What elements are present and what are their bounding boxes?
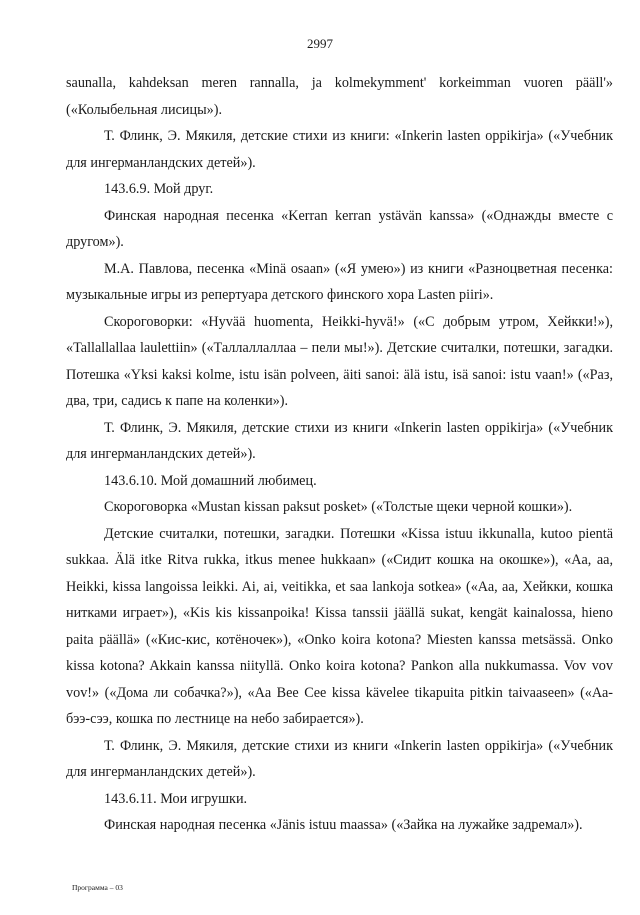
page-number: 2997 (307, 36, 333, 51)
footer-note: Программа – 03 (72, 883, 123, 892)
paragraph: saunalla, kahdeksan meren rannalla, ja kolmekymment' korkeimman vuoren pääll'» («Колыбельная лисицы»). (66, 75, 613, 118)
body-text (66, 70, 613, 839)
paragraph: Т. Флинк, Э. Мякиля, детские стихи из книги «Inkerin lasten oppikirja» («Учебник для ингерманландских детей»). (66, 419, 613, 462)
paragraph: Финская народная песенка «Kerran kerran ystävän kanssa» («Однажды вместе с другом»). (66, 207, 613, 250)
paragraph: Финская народная песенка «Jänis istuu maassa» («Зайка на лужайке задремал»). (104, 817, 583, 833)
paragraph: Т. Флинк, Э. Мякиля, детские стихи из книги «Inkerin lasten oppikirja» («Учебник для ингерманландских детей»). (66, 737, 613, 780)
paragraph: Т. Флинк, Э. Мякиля, детские стихи из книги: «Inkerin lasten oppikirja» («Учебник для ингерманландских детей»). (66, 128, 613, 171)
paragraph: Скороговорки: «Hyvää huomenta, Heikki-hyvä!» («С добрым утром, Хейкки!»), «Tallallallaa laulettiin» («Таллаллаллаа – пели мы!»). Детские считалки, потешки, загадки. Потешка «Yksi kaksi kolme, istu isän polveen, äiti sanoi: älä istu, isä sanoi: istu vaan!» («Раз, два, три, садись к папе на коленки»). (66, 313, 613, 409)
section-heading: 143.6.11. Мои игрушки. (104, 790, 248, 807)
paragraph: Детские считалки, потешки, загадки. Потешки «Kissa istuu ikkunalla, kutoo pientä sukkaa. Älä itke Ritva rukka, itkus menee hukkaan» («Сидит кошка на окошке»), «Aa, aa, Heikki, kissa langoissa leikki. Ai, ai, veitikka, et saa lankoja sotkea» («Аа, аа, Хейкки, кошка нитками играет»), «Kis kis kissanpoika! Kissa tanssii jäällä sukat, kengät kainalossa, hieno paita päällä» («Кис-кис, котёночек»), «Onko koira kotona? Miesten kanssa metsässä. Onko kissa kotona? Akkain kanssa niityllä. Onko koira kotona? Pankon alla nukkumassa. Vov vov vov!» («Дома ли собачка?»), «Aa Bee Cee kissa kävelee tikapuita pitkin taivaaseen» («Аа-бээ-сээ, кошка по лестнице на небо забирается»). (66, 525, 613, 727)
section-heading: 143.6.10. Мой домашний любимец. (104, 472, 317, 489)
paragraph: Скороговорка «Mustan kissan paksut posket» («Толстые щеки черной кошки»). (104, 499, 573, 515)
section-heading: 143.6.9. Мой друг. (104, 181, 214, 197)
paragraph: М.А. Павлова, песенка «Minä osaan» («Я умею») из книги «Разноцветная песенка: музыкальные игры из репертуара детского финского хора Lasten piiri». (66, 260, 613, 303)
